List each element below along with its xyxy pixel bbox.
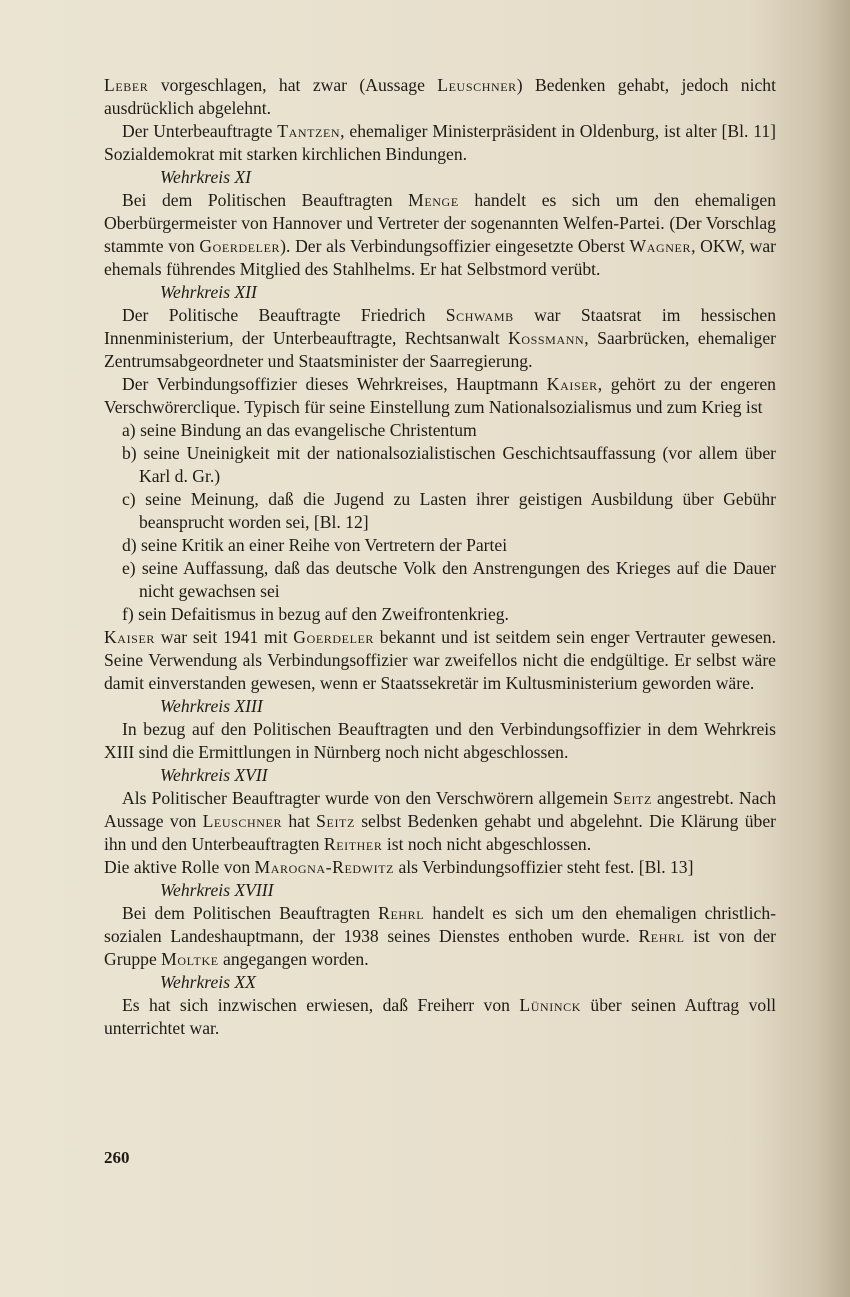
emphasis-text: engeren Verschwörerclique. — [104, 374, 776, 417]
text-run: Der — [122, 374, 157, 394]
text-run: Wehrkreis XIII — [160, 696, 263, 716]
person-name: Marogna-Redwitz — [254, 857, 395, 877]
emphasis-text: enger Vertrauter — [590, 627, 706, 647]
text-run: , OKW, war ehemals führendes Mitglied des — [104, 236, 776, 279]
text-run: als Verbindungsoffizier steht fest. [Bl. 13] — [394, 857, 694, 877]
emphasis-text: Jugend — [334, 489, 385, 509]
list-item — [104, 557, 776, 603]
text-run: von — [219, 857, 255, 877]
text-run: Wehrkreis XX — [160, 972, 256, 992]
person-name: Seitz — [316, 811, 355, 831]
paragraph — [104, 902, 776, 971]
paragraph — [104, 304, 776, 373]
text-run: Wehrkreis XII — [160, 282, 257, 302]
emphasis-text: kirchlichen — [301, 144, 382, 164]
text-run: d) seine Kritik an einer Reihe von — [122, 535, 365, 555]
text-run: e) seine Auffassung, daß das deutsche Volk den — [122, 558, 473, 578]
text-run: geworden wäre. — [637, 673, 755, 693]
section-heading — [160, 695, 776, 718]
text-run: f) — [122, 604, 139, 624]
text-run: ). Der als — [280, 236, 351, 256]
emphasis-text: Zentrumsabgeordneter — [104, 351, 264, 371]
person-name: Tantzen — [277, 121, 341, 141]
list-item — [104, 603, 776, 626]
paragraph — [104, 120, 776, 166]
text-run: handelt es sich um den ehemaligen Oberbürgermeister von Hannover und Vertreter der sogenannten — [104, 190, 776, 233]
section-heading — [160, 166, 776, 189]
page-body-text — [104, 74, 776, 1040]
emphasis-text: Verbindungsoffizier — [156, 374, 297, 394]
text-run: eingesetzte Oberst — [490, 236, 630, 256]
text-run: vorgeschlagen, hat zwar (Aussage — [148, 75, 438, 95]
emphasis-text: Sozialdemokrat — [104, 144, 215, 164]
text-run: Er hat — [415, 259, 467, 279]
text-run: im hessischen Innenministerium, der Unterbeauftragte, Rechtsanwalt — [104, 305, 776, 348]
emphasis-text: Staatsrat — [580, 305, 642, 325]
emphasis-text: Anstrengungen des Krieges auf die Dauer nicht gewachsen sei — [139, 558, 777, 601]
text-run: (Der Vorschlag stammte von — [104, 213, 776, 256]
person-name: Leber — [104, 75, 149, 95]
text-run: Wehrkreis XI — [160, 167, 252, 187]
person-name: Lüninck — [519, 995, 581, 1015]
list-item — [104, 488, 776, 534]
person-name: Goerdeler — [199, 236, 281, 256]
paragraph — [104, 787, 776, 856]
emphasis-text: christlich-sozialen — [104, 903, 776, 946]
person-name: Kaiser — [104, 627, 155, 647]
paragraph — [104, 373, 776, 419]
text-run: über seinen Auftrag — [580, 995, 749, 1015]
text-run: war seit 1941 mit — [154, 627, 294, 647]
text-run: Der Unterbeauftragte — [122, 121, 278, 141]
person-name: Moltke — [161, 949, 219, 969]
text-run: b) seine Uneinigkeit mit der nationalsozialistischen — [122, 443, 503, 463]
text-run: und Staatsminister der Saarregierung. — [263, 351, 533, 371]
person-name: Kossmann — [508, 328, 585, 348]
text-run: angegangen worden. — [218, 949, 369, 969]
text-run: gewesen. Seine Verwendung als Verbindungsoffizier war zweifellos nicht die endgültige. Er selbst wäre damit einverstanden gewesen, wenn er — [104, 627, 777, 693]
section-heading — [160, 281, 776, 304]
text-run: , ehemaliger Ministerpräsident in Oldenburg, ist alter [Bl. 11] — [340, 121, 776, 141]
text-run: Typisch für seine Einstellung zum Nationalsozialismus und zum Krieg ist — [240, 397, 763, 417]
text-run: Der Politische Beauftragte Friedrich — [122, 305, 446, 325]
text-run: bekannt und ist seitdem sein — [374, 627, 591, 647]
paragraph — [104, 718, 776, 764]
text-run: hat — [282, 811, 317, 831]
text-run: dieses Wehrkreises, Hauptmann — [296, 374, 547, 394]
emphasis-text: sein Defaitismus in bezug auf den Zweifrontenkrieg. — [138, 604, 509, 624]
text-run: zu Lasten ihrer geistigen Ausbildung über Gebühr beansprucht worden sei, [Bl. 12] — [139, 489, 776, 532]
list-item — [104, 419, 776, 442]
section-heading — [160, 879, 776, 902]
text-run: ist von der Gruppe — [104, 926, 776, 969]
person-name: Rehrl — [378, 903, 425, 923]
paragraph — [104, 856, 776, 879]
emphasis-text: Staatssekretär im Kultusministerium — [380, 673, 638, 693]
section-heading — [160, 764, 776, 787]
emphasis-text: Vertretern der Partei — [364, 535, 508, 555]
paragraph — [104, 74, 776, 120]
person-name: Goerdeler — [293, 627, 375, 647]
text-run: Es hat sich inzwischen erwiesen, daß Freiherr von — [122, 995, 520, 1015]
person-name: Menge — [408, 190, 459, 210]
paragraph — [104, 626, 776, 695]
person-name: Seitz — [613, 788, 652, 808]
person-name: Schwamb — [445, 305, 514, 325]
emphasis-text: voll unterrichtet war. — [104, 995, 776, 1038]
text-run: Als Politischer Beauftragter wurde von den Verschwörern allgemein — [122, 788, 614, 808]
emphasis-text: Verbindungsoffizier — [350, 236, 491, 256]
text-run: Wehrkreis XVII — [160, 765, 268, 785]
text-run: ist noch nicht abgeschlossen. — [382, 834, 592, 854]
paragraph — [104, 994, 776, 1040]
text-run: Bei dem Politischen Beauftragten — [122, 190, 409, 210]
text-run: mit starken — [214, 144, 302, 164]
emphasis-text: Welfen-Partei. — [562, 213, 665, 233]
person-name: Kaiser — [546, 374, 598, 394]
text-run: (vor allem über Karl d. Gr.) — [139, 443, 776, 486]
emphasis-text: Stahlhelms. — [332, 259, 416, 279]
text-run: angestrebt. Nach Aussage von — [104, 788, 776, 831]
text-run: a) seine Bindung an das evangelische — [122, 420, 390, 440]
text-run: ) Bedenken gehabt, jedoch nicht ausdrücklich abgelehnt. — [104, 75, 776, 118]
person-name: Leuschner — [202, 811, 283, 831]
text-run: selbst Bedenken gehabt und abgelehnt. Die Klärung über ihn und den Unterbeauftragten — [104, 811, 776, 854]
text-run: Bei dem Politischen Beauftragten — [122, 903, 379, 923]
text-run: In bezug auf den Politischen Beauftragten und den Verbindungsoffizier in dem Wehrkreis XIII sind die Ermittlungen in Nürnberg noch nicht abgeschlossen. — [104, 719, 776, 762]
text-run: Bindungen. — [381, 144, 468, 164]
page-number: 260 — [104, 1148, 130, 1167]
list-item — [104, 442, 776, 488]
emphasis-text: Geschichtsauffassung — [502, 443, 656, 463]
paragraph — [104, 189, 776, 281]
section-heading — [160, 971, 776, 994]
text-run: , Saarbrücken, ehemaliger — [584, 328, 776, 348]
text-run: Die — [104, 857, 134, 877]
person-name: Leuschner — [437, 75, 517, 95]
person-name: Wagner — [629, 236, 692, 256]
emphasis-text: Selbstmord verübt. — [466, 259, 601, 279]
text-run: Landeshauptmann, der 1938 seines Dienstes enthoben wurde. — [161, 926, 639, 946]
list-item — [104, 534, 776, 557]
person-name: Reither — [323, 834, 383, 854]
emphasis-text: Christentum — [389, 420, 477, 440]
text-run: c) seine Meinung, daß die — [122, 489, 335, 509]
text-run: , gehört zu der — [597, 374, 721, 394]
emphasis-text: aktive Rolle — [133, 857, 220, 877]
text-run: handelt es sich um den ehemaligen — [424, 903, 705, 923]
text-run: war — [513, 305, 581, 325]
person-name: Rehrl — [638, 926, 685, 946]
text-run: Wehrkreis XVIII — [160, 880, 274, 900]
